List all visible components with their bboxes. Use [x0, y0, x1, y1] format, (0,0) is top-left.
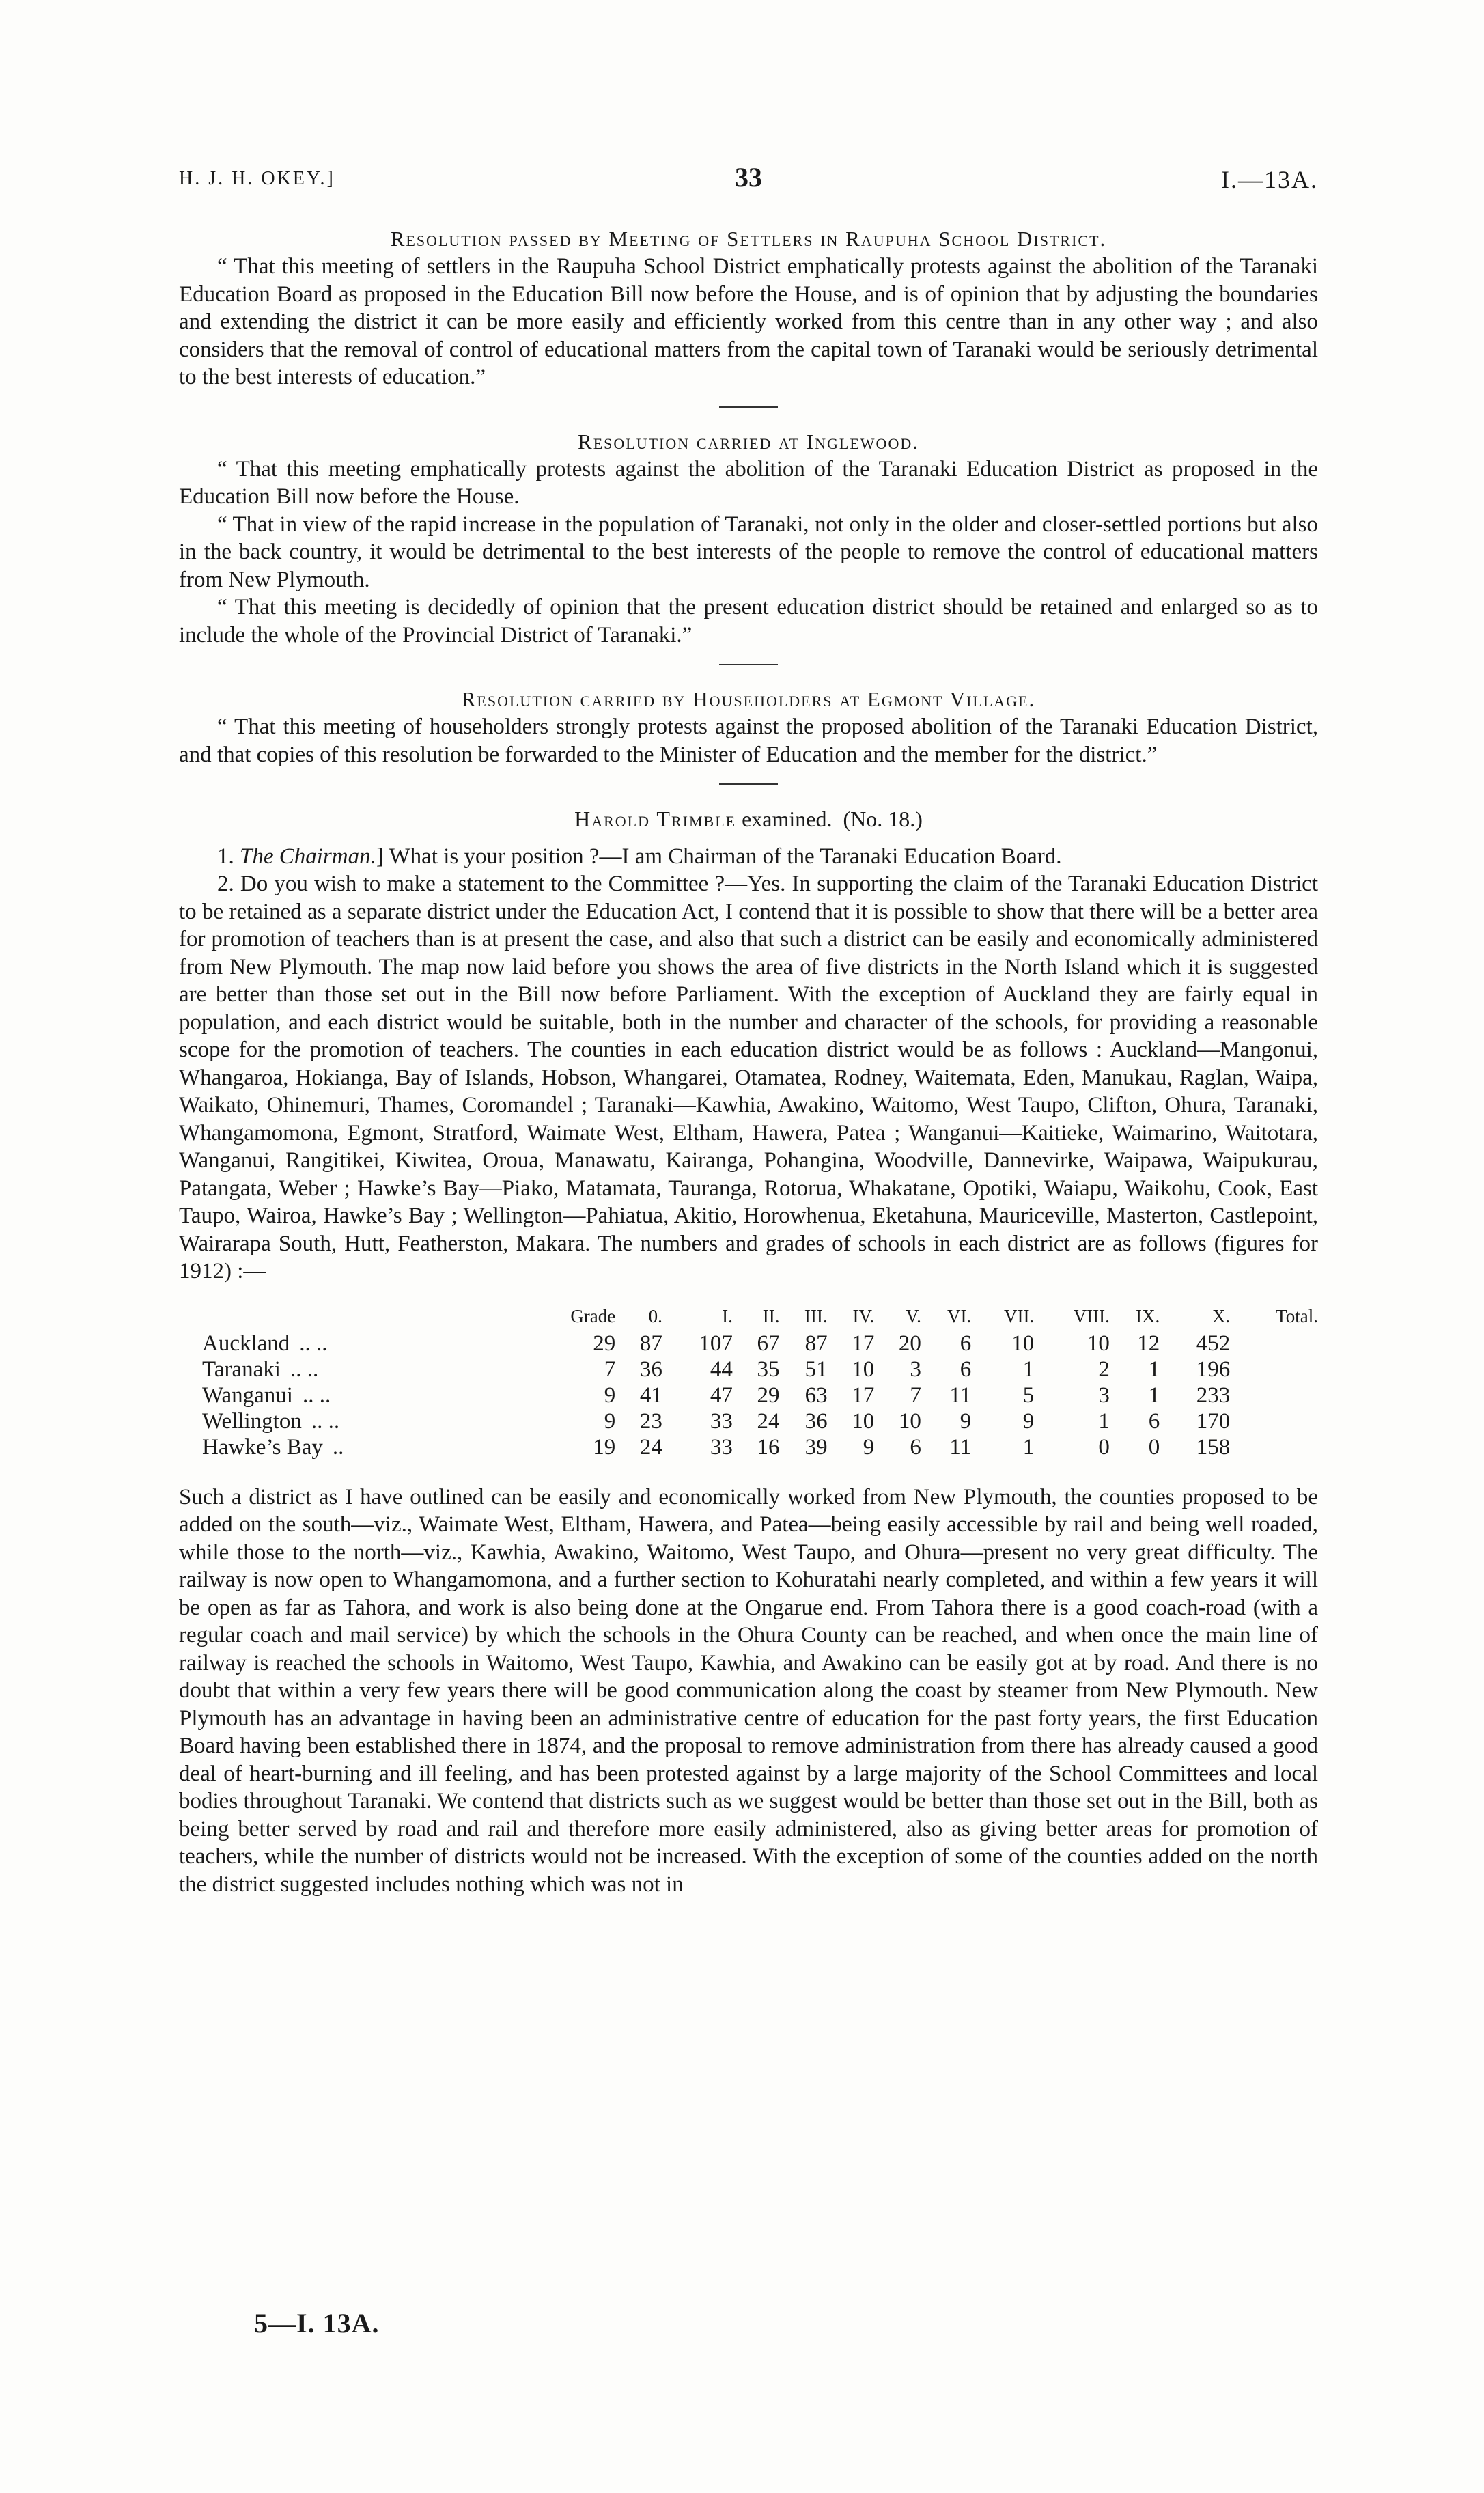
table-cell: 6	[910, 1434, 921, 1460]
witness-heading	[179, 805, 1318, 833]
table-cell: 9	[1022, 1408, 1035, 1434]
table-cell: 47	[710, 1382, 733, 1408]
leader-dots: ..	[332, 1434, 344, 1460]
section-title-inglewood: Resolution carried at Inglewood.	[578, 429, 919, 454]
table-header-cell: Total.	[1276, 1305, 1318, 1326]
section-divider	[719, 406, 778, 408]
table-cell: 12	[1137, 1331, 1160, 1356]
table-cell: 3	[1098, 1382, 1110, 1408]
table-cell: 1	[1022, 1356, 1035, 1382]
table-cell: 35	[757, 1356, 780, 1382]
question-1	[179, 843, 1318, 871]
table-cell: 36	[639, 1356, 662, 1382]
table-cell: 6	[1148, 1408, 1160, 1434]
table-cell-total: 233	[1196, 1382, 1231, 1408]
table-cell: 10	[852, 1408, 875, 1434]
table-cell: 11	[949, 1434, 972, 1460]
header-witness-name: H. J. H. OKEY.]	[179, 168, 335, 189]
table-cell: 107	[699, 1331, 733, 1356]
page-header	[179, 161, 1318, 202]
table-cell: 10	[898, 1408, 921, 1434]
table-cell: 10	[852, 1356, 875, 1382]
table-cell: 20	[898, 1331, 921, 1356]
district-name: Wanganui .. ..	[202, 1382, 331, 1408]
witness-examined: examined.	[742, 807, 832, 831]
table-cell: 41	[639, 1382, 662, 1408]
table-cell: 33	[710, 1408, 733, 1434]
table-header-cell: V.	[906, 1305, 921, 1326]
table-cell: 10	[1087, 1331, 1110, 1356]
table-cell: 44	[710, 1356, 733, 1382]
table-header-cell: VII.	[1003, 1305, 1035, 1326]
table-cell: 2	[1098, 1356, 1110, 1382]
section-title-raupuha: Resolution passed by Meeting of Settlers in Raupuha School District.	[390, 227, 1107, 251]
section-divider	[719, 783, 778, 785]
table-cell: 87	[804, 1331, 828, 1356]
table-cell: 17	[852, 1382, 875, 1408]
table-cell: 23	[639, 1408, 662, 1434]
table-header-cell: IV.	[852, 1305, 875, 1326]
page-body	[179, 225, 1318, 1898]
question-2: 2. Do you wish to make a statement to the Committee ?—Yes. In supporting the claim of the Taranaki Education District to be retained as a separate district under the Education Act, I contend that it is possible to show that there will be a better area for promotion of teachers than is at present the case, and also that such a district can be easily and economically administered from New Plymouth. The map now laid before you shows the area of five districts in the North Island which it is suggested are better than those set out in the Bill now before Parliament. With the exception of Auckland they are fairly equal in population, and each district would be suitable, both in the number and character of the schools, for providing a reasonable scope for the promotion of teachers. The counties in each education district would be as follows : Auckland—Mangonui, Whangaroa, Hokianga, Bay of Islands, Hobson, Whangarei, Otamatea, Rodney, Waitemata, Eden, Manukau, Raglan, Waipa, Waikato, Ohinemuri, Thames, Coromandel ; Taranaki—Kawhia, Awakino, Waitomo, West Taupo, Clifton, Ohura, Taranaki, Whangamomona, Egmont, Stratford, Waimate West, Eltham, Hawera, Patea ; Wanganui—Kaitieke, Waimarino, Waitotara, Wanganui, Rangitikei, Kiwitea, Oroua, Manawatu, Kairanga, Pohangina, Woodville, Dannevirke, Waipawa, Waipukurau, Patangata, Weber ; Hawke’s Bay—Piako, Matamata, Tauranga, Rotorua, Whakatane, Opotiki, Waiapu, Waikohu, Cook, East Taupo, Wairoa, Hawke’s Bay ; Wellington—Pahiatua, Akitio, Horowhenua, Eketahuna, Mauriceville, Masterton, Castlepoint, Wairarapa South, Hutt, Featherston, Makara. The numbers and grades of schools in each district are as follows (figures for 1912) :—	[179, 872, 1318, 1283]
question-1-text: ] What is your position ?—I am Chairman of the Taranaki Education Board.	[376, 844, 1062, 869]
paper-reference: I.—13A.	[1221, 166, 1318, 193]
district-name: Auckland .. ..	[202, 1331, 328, 1356]
table-cell: 24	[757, 1408, 780, 1434]
table-cell: 16	[757, 1434, 780, 1460]
table-cell: 19	[593, 1434, 616, 1460]
witness-number: (No. 18.)	[843, 807, 923, 831]
table-row	[179, 1382, 1318, 1408]
table-cell: 6	[960, 1331, 972, 1356]
table-row	[179, 1331, 1318, 1356]
table-cell: 7	[910, 1382, 921, 1408]
table-cell: 67	[757, 1331, 780, 1356]
table-cell: 9	[604, 1408, 616, 1434]
signature-mark: 5—I. 13A.	[254, 2308, 380, 2339]
table-cell: 29	[593, 1331, 616, 1356]
table-header-cell: I.	[722, 1305, 733, 1326]
school-grades-table	[179, 1303, 1318, 1460]
table-header-district	[179, 1303, 522, 1331]
table-cell-total: 170	[1196, 1408, 1231, 1434]
table-cell-total: 158	[1196, 1434, 1231, 1460]
table-cell: 1	[1148, 1356, 1160, 1382]
table-cell: 63	[804, 1382, 828, 1408]
table-header-cell: 0.	[648, 1305, 662, 1326]
table-cell: 24	[639, 1434, 662, 1460]
district-name: Hawke’s Bay ..	[202, 1434, 344, 1460]
table-cell: 1	[1098, 1408, 1110, 1434]
table-row	[179, 1434, 1318, 1460]
question-1-speaker: The Chairman.	[240, 844, 376, 869]
inglewood-resolution-1: “ That this meeting emphatically protests against the abolition of the Taranaki Education District as proposed in the Education Bill now before the House.	[179, 456, 1318, 509]
table-header-cell: X.	[1212, 1305, 1231, 1326]
district-name: Wellington .. ..	[202, 1408, 340, 1434]
table-cell: 6	[960, 1356, 972, 1382]
table-header-cell: III.	[804, 1305, 828, 1326]
table-cell: 1	[1022, 1434, 1035, 1460]
table-cell: 5	[1022, 1382, 1035, 1408]
table-cell: 39	[804, 1434, 828, 1460]
table-cell: 9	[863, 1434, 875, 1460]
table-cell-total: 196	[1196, 1356, 1231, 1382]
leader-dots: .. ..	[290, 1356, 319, 1382]
inglewood-resolution-3: “ That this meeting is decidedly of opinion that the present education district should be retained and enlarged so as to include the whole of the Provincial District of Taranaki.”	[179, 595, 1318, 647]
table-cell: 87	[639, 1331, 662, 1356]
table-row	[179, 1356, 1318, 1382]
table-cell: 10	[1011, 1331, 1035, 1356]
table-cell: 3	[910, 1356, 921, 1382]
table-header-cell: VI.	[947, 1305, 972, 1326]
raupuha-resolution-text: “ That this meeting of settlers in the Raupuha School District emphatically protests against the abolition of the Taranaki Education Board as proposed in the Education Bill now before the House, and is of opinion that by adjusting the boundaries and extending the district it can be more easily and efficiently worked from this centre than in any other way ; and also considers that the removal of control of educational matters from the capital town of Taranaki would be seriously detrimental to the best interests of education.”	[179, 254, 1318, 389]
leader-dots: .. ..	[299, 1331, 328, 1356]
table-header-cell: II.	[762, 1305, 780, 1326]
table-header-cell: VIII.	[1073, 1305, 1110, 1326]
table-cell: 0	[1098, 1434, 1110, 1460]
table-cell: 1	[1148, 1382, 1160, 1408]
table-cell: 9	[960, 1408, 972, 1434]
table-cell: 9	[604, 1382, 616, 1408]
table-header-grade-label: Grade	[570, 1305, 616, 1326]
table-cell: 11	[949, 1382, 972, 1408]
page-number: 33	[735, 162, 762, 193]
leader-dots: .. ..	[302, 1382, 331, 1408]
table-cell: 33	[710, 1434, 733, 1460]
witness-name: Harold Trimble	[574, 807, 737, 831]
table-cell-total: 452	[1196, 1331, 1231, 1356]
egmont-resolution-text: “ That this meeting of householders strongly protests against the proposed abolition of the Taranaki Education District, and that copies of this resolution be forwarded to the Minister of Education and the member for the district.”	[179, 714, 1318, 767]
table-cell: 29	[757, 1382, 780, 1408]
table-header-row	[179, 1303, 1318, 1331]
section-divider	[719, 664, 778, 665]
question-1-number: 1.	[217, 844, 234, 869]
section-title-egmont: Resolution carried by Householders at Egmont Village.	[461, 687, 1036, 711]
district-name: Taranaki .. ..	[202, 1356, 319, 1382]
closing-paragraph: Such a district as I have outlined can be easily and economically worked from New Plymouth, the counties proposed to be added on the south—viz., Waimate West, Eltham, Hawera, and Patea—being easily accessible by rail and being well roaded, while those to the north—viz., Kawhia, Awakino, Waitomo, West Taupo, and Ohura—present no very great difficulty. The railway is now open to Whangamomona, and a further section to Kohuratahi nearly completed, and within a few years it will be open as far as Tahora, and work is also being done at the Ongarue end. From Tahora there is a good coach-road (with a regular coach and mail service) by which the schools in the Ohura County can be reached, and when once the main line of railway is reached the schools in Waitomo, West Taupo, Kawhia, and Awakino can be easily got at by road. And there is no doubt that within a very few years there will be good communication along the coast by steamer from New Plymouth. New Plymouth has an advantage in having been an administrative centre of education for the past forty years, the first Education Board having been established there in 1874, and the proposal to remove administration from there has already caused a good deal of heart-burning and ill feeling, and has been protested against by a large majority of the School Committees and local bodies throughout Taranaki. We contend that districts such as we suggest would be better than those set out in the Bill, both as being better served by road and rail and therefore more easily administered, also as giving better areas for promotion of teachers, while the number of districts would not be increased. With the exception of some of the counties added on the north the district suggested includes nothing which was not in	[179, 1484, 1318, 1897]
table-header-cell: IX.	[1135, 1305, 1160, 1326]
table-cell: 17	[852, 1331, 875, 1356]
table-cell: 7	[604, 1356, 616, 1382]
inglewood-resolution-2: “ That in view of the rapid increase in the population of Taranaki, not only in the older and closer-settled portions but also in the back country, it would be detrimental to the best interests of the people to remove the control of educational matters from New Plymouth.	[179, 512, 1318, 592]
leader-dots: .. ..	[311, 1408, 340, 1434]
table-cell: 51	[804, 1356, 828, 1382]
table-cell: 0	[1148, 1434, 1160, 1460]
table-cell: 36	[804, 1408, 828, 1434]
table-row	[179, 1408, 1318, 1434]
